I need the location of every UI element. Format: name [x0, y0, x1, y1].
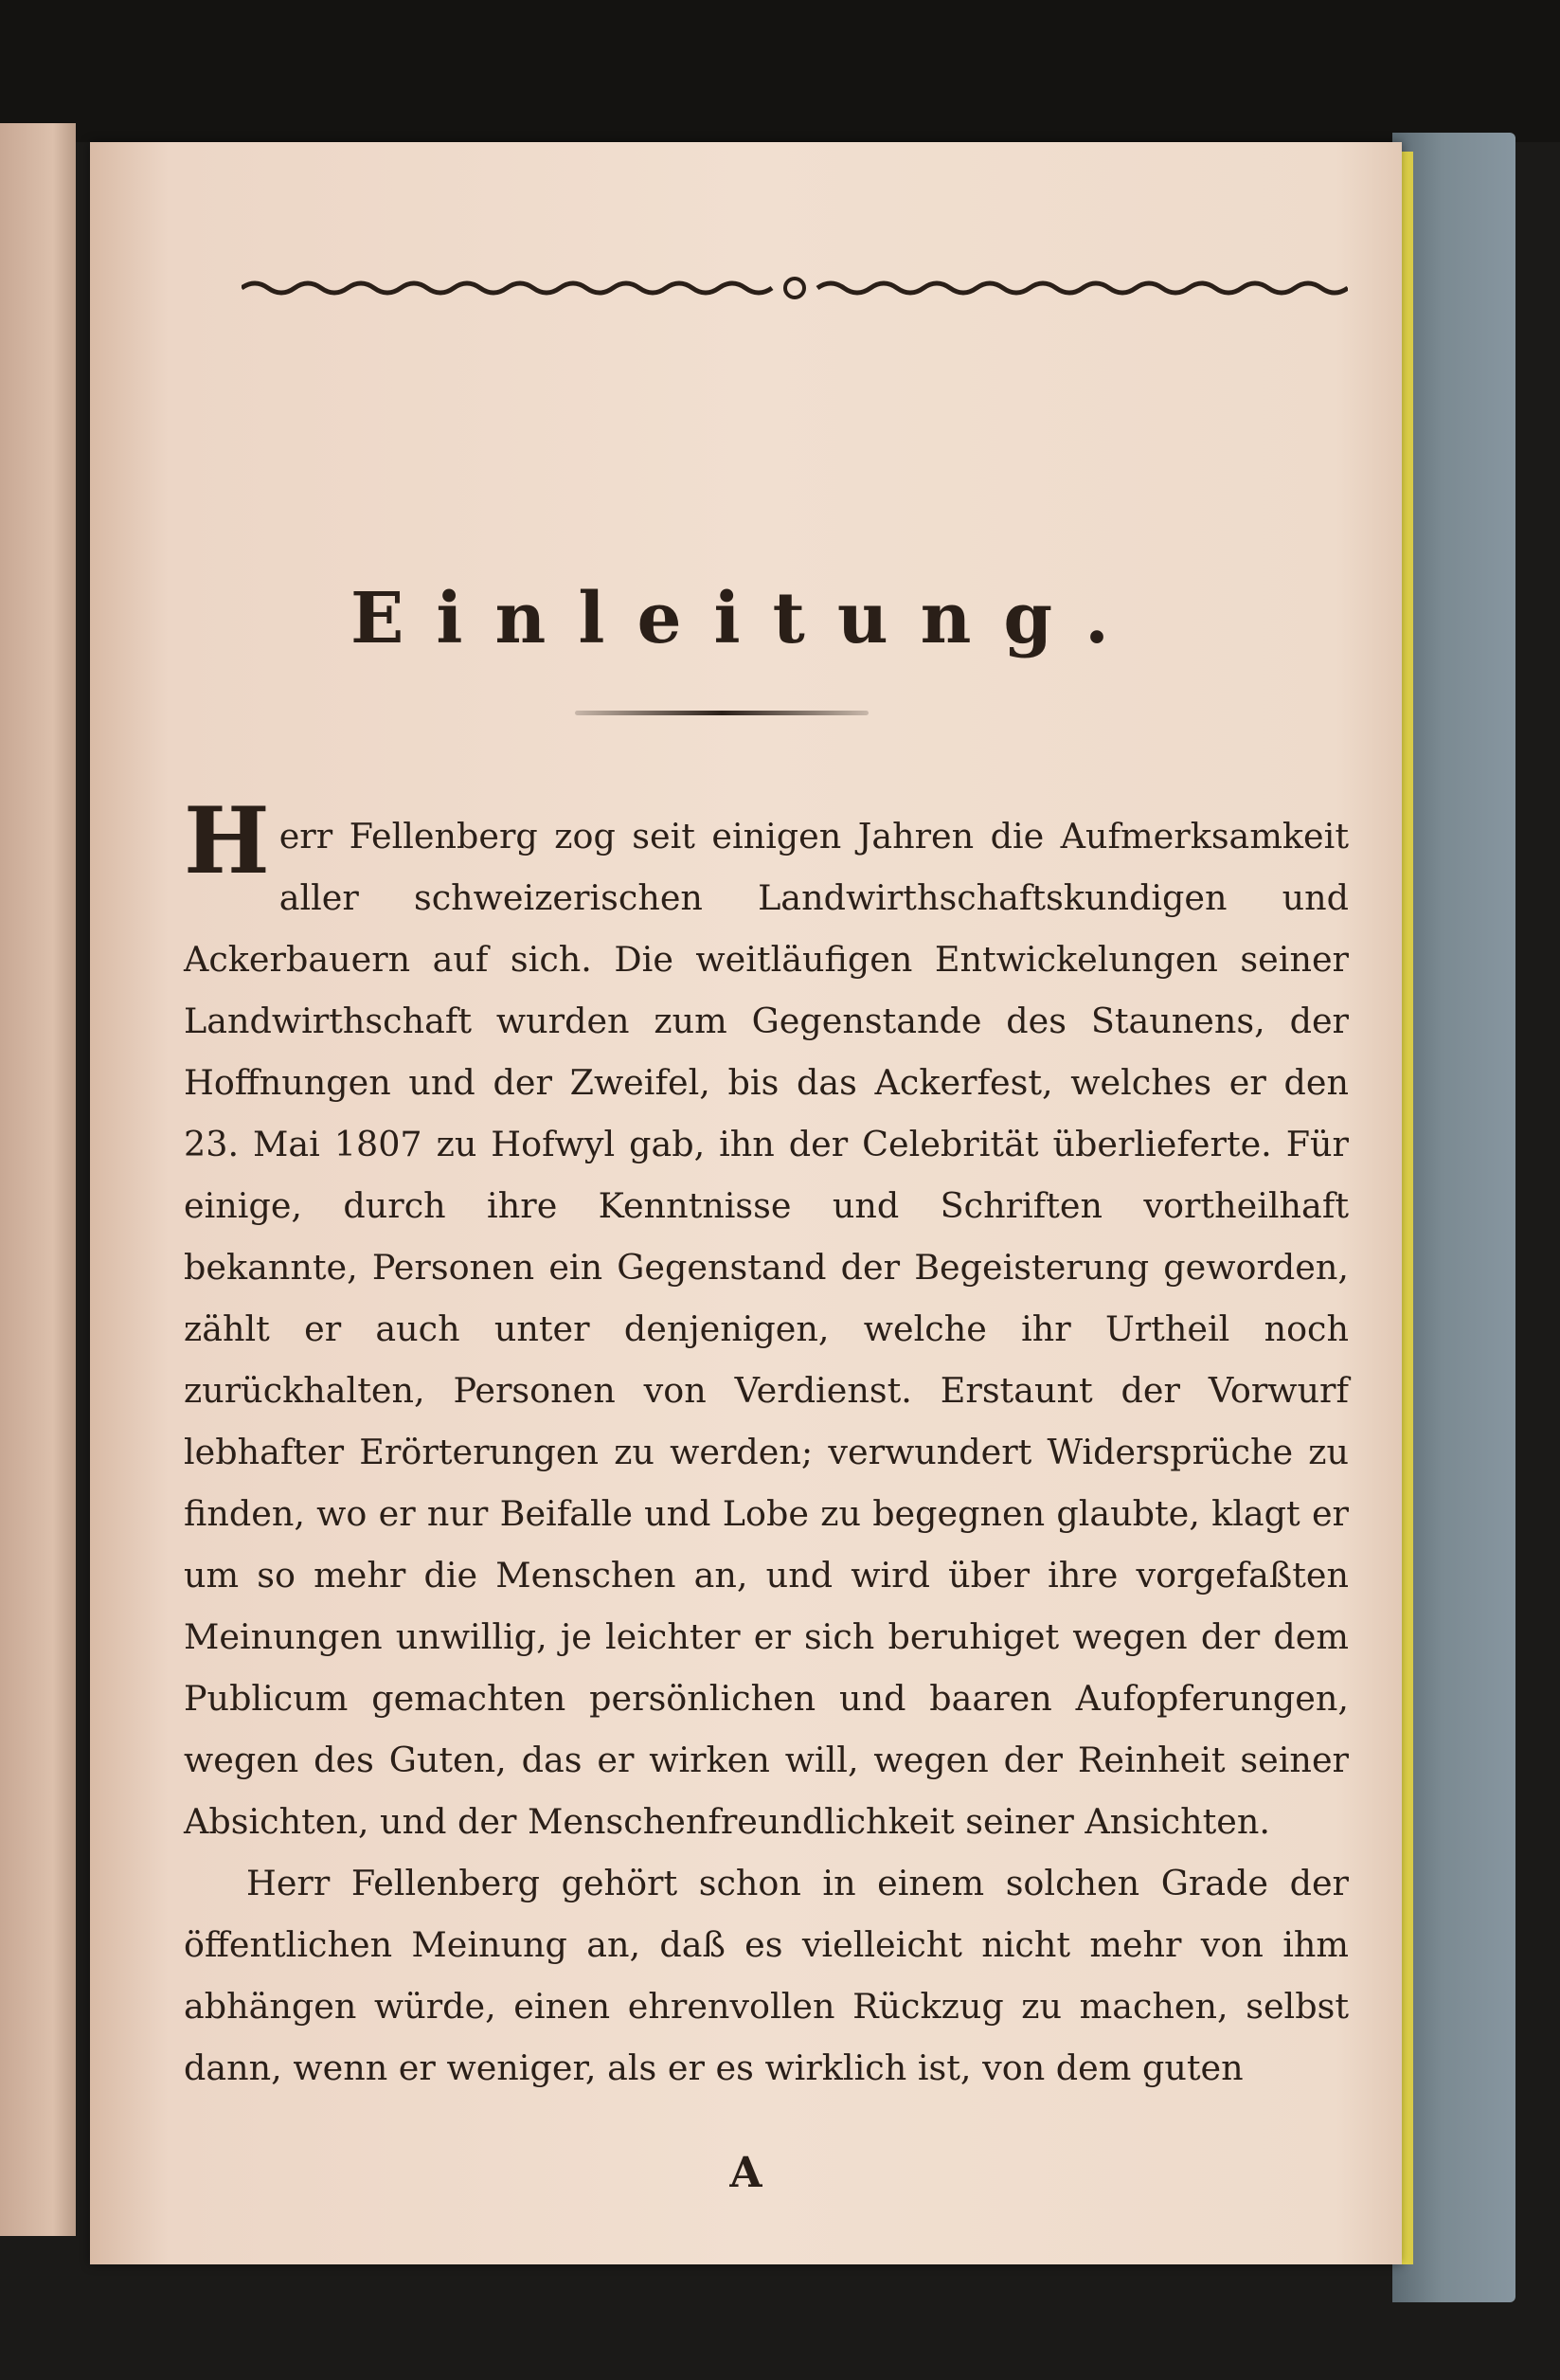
signature-mark: A	[729, 2149, 762, 2197]
paragraph-1	[184, 787, 1349, 1852]
heading-rule	[575, 711, 869, 715]
paragraph-2: Herr Fellenberg gehört schon in einem solchen Grade der öffentlichen Meinung an, daß es vielleicht nicht mehr von ihm abhängen würde, einen ehrenvollen Rückzug zu machen, selbst dann, wenn er weniger, als er es wirklich ist, von dem guten	[184, 1863, 1349, 2088]
chapter-heading: Einleitung.	[350, 578, 1141, 659]
paragraph-1-text: err Fellenberg zog seit einigen Jahren die Aufmerksamkeit aller schweizerischen Landwirthschaftskundigen und Ackerbauern auf sich. Die weitläufigen Entwickelungen seiner Landwirthschaft wurden zum Gegenstande des Staunens, der Hoffnungen und der Zweifel, bis das Ackerfest, welches er den 23. Mai 1807 zu Hofwyl gab, ihn der Celebrität überlieferte. Für einige, durch ihre Kenntnisse und Schriften vortheilhaft bekannte, Personen ein Gegenstand der Begeisterung geworden, zählt er auch unter denjenigen, welche ihr Urtheil noch zurückhalten, Personen von Verdienst. Erstaunt der Vorwurf lebhafter Erörterungen zu werden; verwundert Widersprüche zu finden, wo er nur Beifalle und Lobe zu begegnen glaubte, klagt er um so mehr die Menschen an, und wird über ihre vorgefaßten Meinungen unwillig, je leichter er sich beruhiget wegen der dem Publicum gemachten persönlichen und baaren Aufopferungen, wegen des Guten, das er wirken will, wegen der Reinheit seiner Absichten, und der Menschenfreundlichkeit seiner Ansichten.	[184, 816, 1349, 1842]
previous-page-edge	[0, 123, 76, 2236]
drop-cap: H	[184, 787, 270, 894]
ornament-border	[242, 263, 1348, 313]
dark-background	[0, 0, 1560, 142]
book-page	[90, 142, 1402, 2264]
page-block-edge	[1400, 152, 1413, 2264]
body-text	[184, 787, 1349, 2099]
